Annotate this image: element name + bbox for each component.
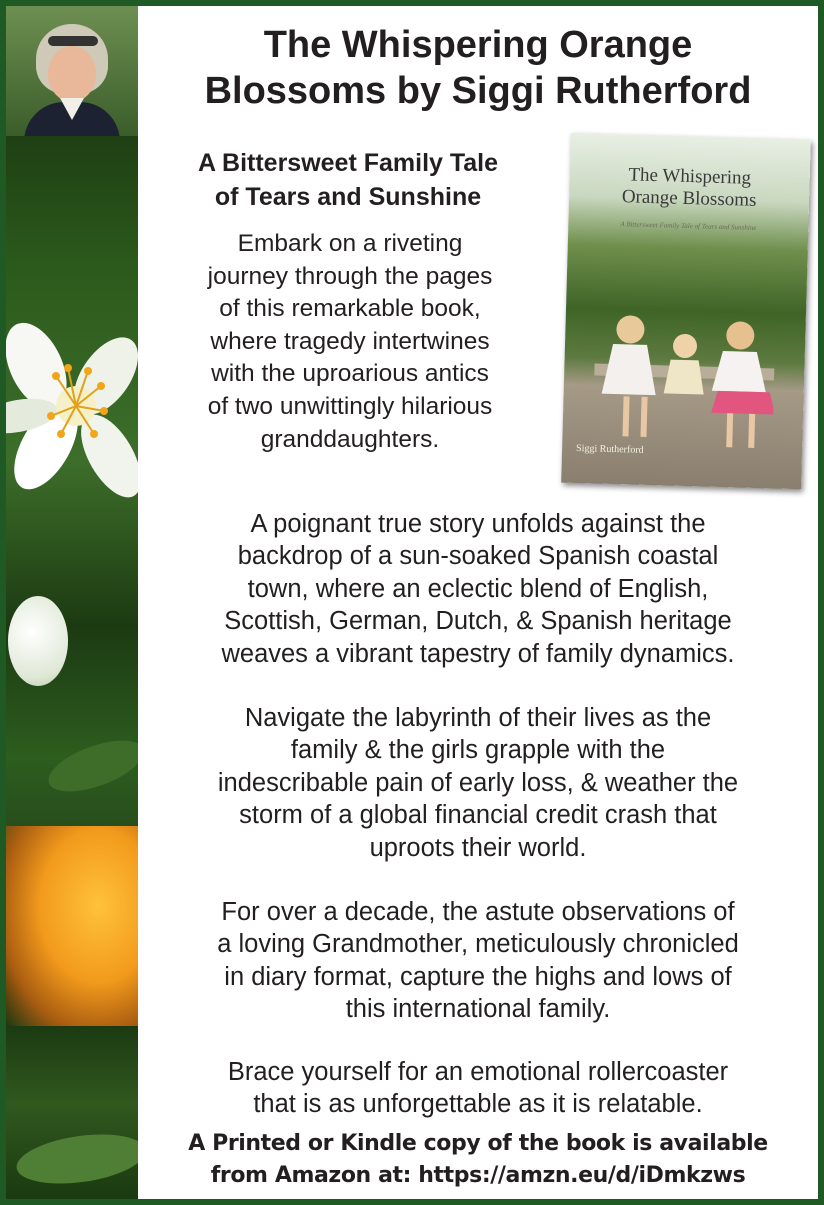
text-line: a loving Grandmother, meticulously chronicled xyxy=(217,930,739,959)
text-line: journey through the pages xyxy=(207,262,493,290)
story-paragraph xyxy=(138,1056,818,1121)
text-line: Scottish, German, Dutch, & Spanish heritage xyxy=(224,607,732,636)
text-line: of two unwittingly hilarious xyxy=(207,392,493,420)
story-paragraph xyxy=(138,702,818,864)
text-line: Embark on a riveting xyxy=(237,230,463,257)
orange-blossom-flower-image xyxy=(6,316,138,546)
title-line: The Whispering Orange xyxy=(263,24,693,66)
subtitle-line: of Tears and Sunshine xyxy=(214,183,482,211)
text-line: Brace yourself for an emotional rollercoaster xyxy=(227,1058,729,1086)
subtitle-line: A Bittersweet Family Tale xyxy=(197,149,499,177)
page-title xyxy=(138,22,818,114)
text-line: A poignant true story unfolds against the xyxy=(250,510,706,538)
amazon-link[interactable]: from Amazon at: https://amzn.eu/d/iDmkzws xyxy=(210,1163,746,1188)
text-line: that is as unforgettable as it is relatable. xyxy=(253,1090,703,1119)
cover-title xyxy=(569,163,810,214)
footer-line: A Printed or Kindle copy of the book is available xyxy=(188,1131,768,1156)
story-paragraph xyxy=(138,896,818,1026)
text-line: of this remarkable book, xyxy=(219,295,481,323)
cover-tagline: A Bittersweet Family Tale of Tears and Sunshine xyxy=(620,220,757,232)
text-line: For over a decade, the astute observations of xyxy=(221,898,735,926)
book-cover-image xyxy=(561,133,811,490)
text-line: indescribable pain of early loss, & weather the xyxy=(217,768,739,797)
cover-title-line: Orange Blossoms xyxy=(621,186,757,211)
text-line: Navigate the labyrinth of their lives as the xyxy=(244,704,712,732)
text-line: uproots their world. xyxy=(369,833,587,862)
text-line: storm of a global financial credit crash that xyxy=(239,801,717,830)
availability-footer xyxy=(138,1128,818,1192)
author-photo xyxy=(6,6,138,136)
orange-fruit-image xyxy=(6,826,138,1026)
leaf-image xyxy=(42,730,138,802)
leaf-image xyxy=(13,1127,138,1191)
title-line: Blossoms by Siggi Rutherford xyxy=(204,70,752,112)
cover-children-illustration xyxy=(592,303,776,458)
text-line: this international family. xyxy=(345,995,611,1024)
intro-paragraph xyxy=(152,228,548,456)
cover-author: Siggi Rutherford xyxy=(575,442,644,456)
content-panel xyxy=(138,6,818,1199)
blossom-bud-image xyxy=(8,596,68,686)
text-line: in diary format, capture the highs and lows of xyxy=(224,962,732,991)
text-line: with the uproarious antics xyxy=(211,360,489,388)
subtitle xyxy=(148,146,548,214)
text-line: backdrop of a sun-soaked Spanish coastal xyxy=(237,542,719,571)
cover-title-line: The Whispering xyxy=(628,164,752,189)
text-line: weaves a vibrant tapestry of family dynamics. xyxy=(221,639,735,668)
text-line: town, where an eclectic blend of English, xyxy=(247,574,709,603)
story-paragraph xyxy=(138,508,818,670)
text-line: family & the girls grapple with the xyxy=(290,736,666,765)
text-line: where tragedy intertwines xyxy=(210,327,490,355)
decorative-photo-strip xyxy=(6,6,138,1199)
text-line: granddaughters. xyxy=(260,425,440,453)
